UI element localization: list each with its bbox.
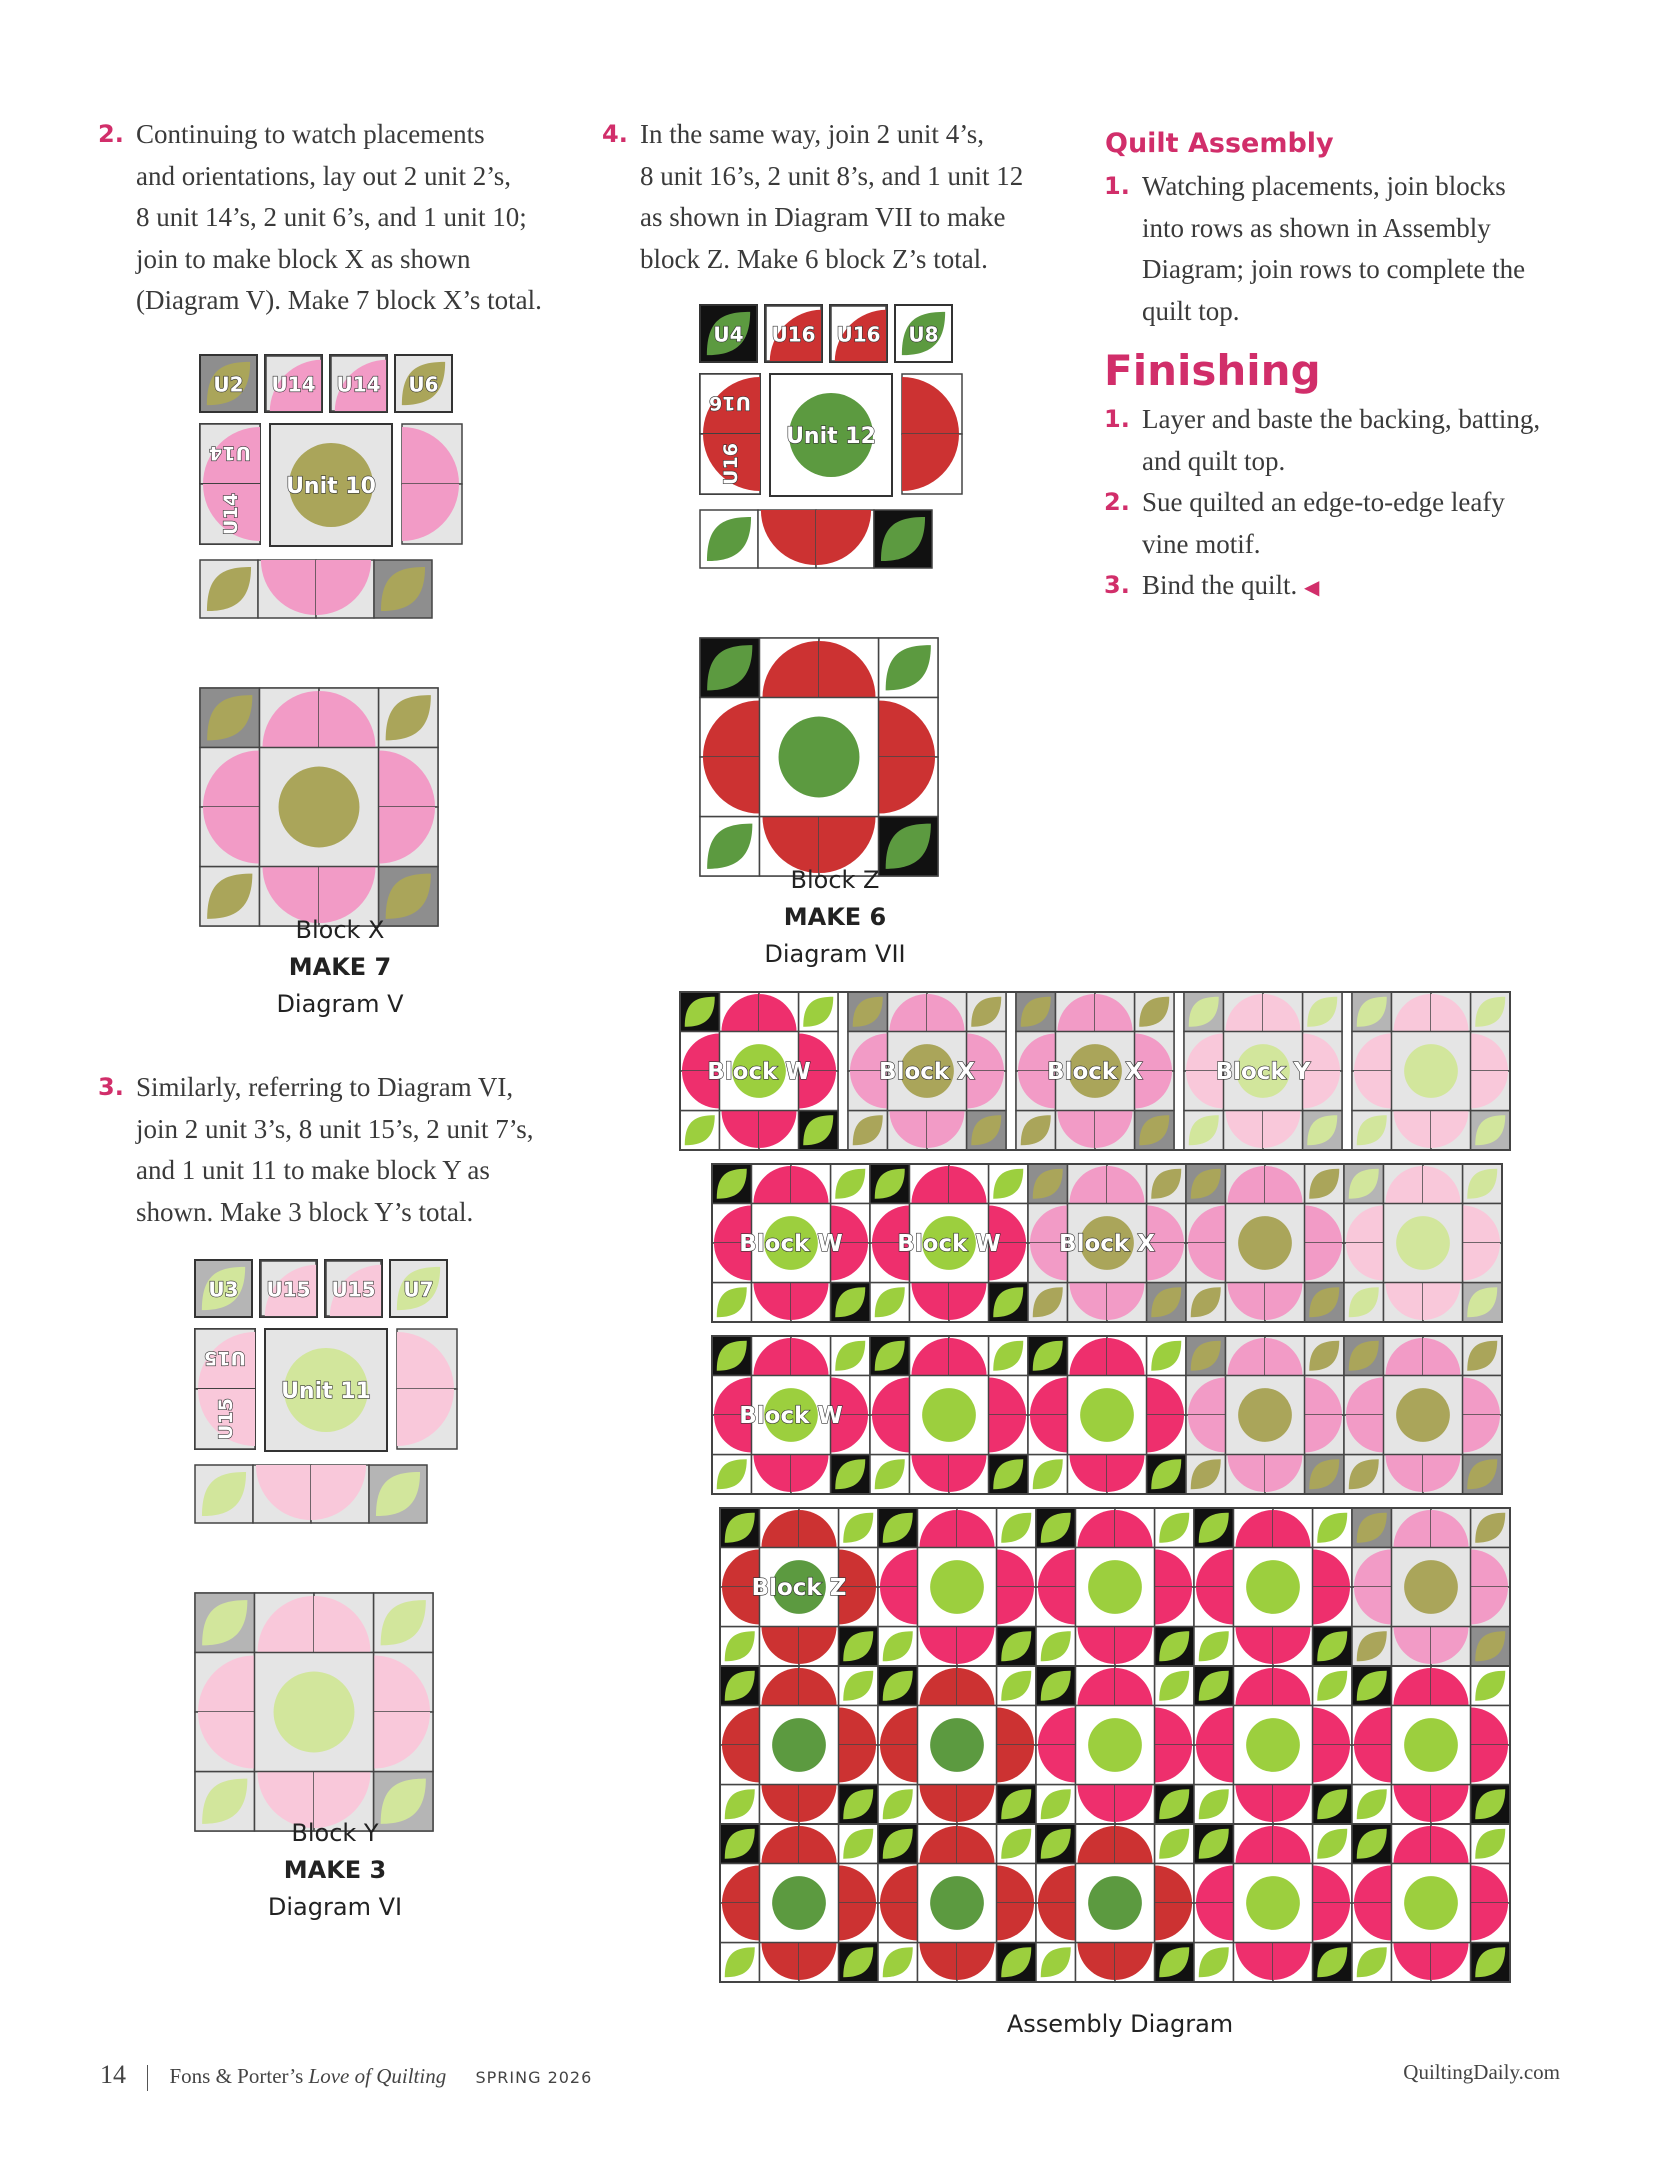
center-circle (1088, 1876, 1142, 1930)
issue-date: SPRING 2026 (475, 2068, 593, 2087)
center-circle (279, 767, 360, 848)
assembly-diagram (680, 992, 1520, 1992)
block-label: Block W (707, 1059, 811, 1085)
center-circle (922, 1388, 976, 1442)
step-line: shown. Make 3 block Y’s total. (136, 1196, 474, 1227)
step-4 (602, 114, 1080, 280)
block-label: Block X (1047, 1059, 1143, 1085)
unit-label: U14 (271, 372, 316, 397)
unit-label: U16 (709, 392, 751, 414)
block-label: Block X (879, 1059, 975, 1085)
diagram-group (200, 355, 462, 926)
diagram-group (195, 1260, 457, 1831)
step-line: join to make block X as shown (136, 243, 471, 274)
make-count: MAKE 6 (783, 903, 887, 931)
step-line: 8 unit 14’s, 2 unit 6’s, and 1 unit 10; (136, 202, 527, 232)
publication-title: Love of Quilting (308, 2064, 447, 2088)
center-circle (779, 717, 860, 798)
center-circle (1088, 1718, 1142, 1772)
assembly-caption: Assembly Diagram (1006, 2010, 1234, 2038)
page-number: 14 (100, 2060, 126, 2089)
unit-label: U14 (220, 493, 242, 535)
unit-label: U15 (204, 1347, 246, 1369)
center-circle (1396, 1388, 1450, 1442)
center-circle (1246, 1718, 1300, 1772)
step-line: and 1 unit 11 to make block Y as (136, 1155, 490, 1185)
step-line: vine motif. (1142, 528, 1261, 559)
center-circle (930, 1718, 984, 1772)
diagram-name: Diagram VII (764, 940, 906, 968)
step-number: 1. (1104, 172, 1130, 200)
block-name: Block Z (790, 866, 880, 894)
diagram-group (700, 305, 962, 876)
diagram-vii-caption (710, 862, 960, 973)
unit-label: U8 (908, 322, 939, 347)
step-number: 3. (98, 1073, 124, 1101)
unit-label: U4 (713, 322, 744, 347)
center-circle (1404, 1560, 1458, 1614)
step-line: Watching placements, join blocks (1142, 171, 1506, 201)
footer-left (100, 2060, 592, 2091)
step-line: Similarly, referring to Diagram VI, (136, 1072, 514, 1102)
center-label: Unit 11 (281, 1379, 371, 1404)
make-count: MAKE 7 (288, 953, 392, 981)
step-line: 8 unit 16’s, 2 unit 8’s, and 1 unit 12 (640, 160, 1024, 191)
block-label: Block W (739, 1231, 843, 1257)
assembly-group (680, 992, 1510, 1982)
center-label: Unit 12 (786, 424, 876, 449)
footer-divider (147, 2065, 148, 2091)
finishing-step-3 (1104, 565, 1612, 610)
step-number: 2. (1104, 488, 1130, 516)
unit-label: U6 (408, 372, 439, 397)
step-line: Diagram; join rows to complete the (1142, 254, 1526, 284)
unit-label: U15 (331, 1277, 376, 1302)
quilt-assembly-step-1 (1104, 166, 1602, 332)
step-line: and quilt top. (1142, 445, 1286, 476)
step-line (1142, 565, 1612, 610)
unit-label: U7 (403, 1277, 434, 1302)
center-circle (1238, 1388, 1292, 1442)
diagram-vi-caption (210, 1815, 460, 1926)
block-label: Block W (739, 1403, 843, 1429)
unit-label: U16 (771, 322, 816, 347)
center-circle (1246, 1876, 1300, 1930)
finishing-step-2 (1104, 482, 1612, 565)
block-label: Block Z (751, 1575, 847, 1601)
center-circle (274, 1672, 355, 1753)
footer-site: QuiltingDaily.com (1403, 2060, 1560, 2084)
step-2 (98, 114, 576, 322)
center-circle (930, 1876, 984, 1930)
diagram-name: Diagram VI (267, 1893, 403, 1921)
make-count: MAKE 3 (283, 1856, 387, 1884)
unit-label: U3 (208, 1277, 239, 1302)
step-line: as shown in Diagram VII to make (640, 202, 1006, 232)
end-mark-icon: ◀ (1304, 577, 1320, 599)
unit-label: U14 (209, 442, 251, 464)
finishing-heading: Finishing (1104, 346, 1321, 395)
step-line: join 2 unit 3’s, 8 unit 15’s, 2 unit 7’s, (136, 1113, 534, 1144)
step-line: Sue quilted an edge-to-edge leafy (1142, 487, 1505, 517)
step-line: into rows as shown in Assembly (1142, 212, 1491, 243)
block-name: Block Y (291, 1819, 379, 1847)
unit-label: U16 (836, 322, 881, 347)
center-circle (772, 1718, 826, 1772)
unit-label: U16 (720, 443, 742, 485)
step-line: In the same way, join 2 unit 4’s, (640, 119, 984, 149)
diagram-v-units (200, 355, 470, 895)
unit-label: U15 (266, 1277, 311, 1302)
diagram-v-caption (215, 912, 465, 1023)
step-number: 4. (602, 120, 628, 148)
center-circle (1088, 1560, 1142, 1614)
step-text: Bind the quilt. (1142, 570, 1298, 600)
step-number: 3. (1104, 571, 1130, 599)
block-name: Block X (295, 916, 385, 944)
diagram-vi-units (195, 1260, 465, 1800)
block-label: Block X (1059, 1231, 1155, 1257)
center-circle (930, 1560, 984, 1614)
step-line: and orientations, lay out 2 unit 2’s, (136, 160, 511, 191)
center-circle (1404, 1876, 1458, 1930)
quilt-assembly-heading: Quilt Assembly (1105, 128, 1334, 159)
step-line: Continuing to watch placements (136, 119, 485, 149)
diagram-name: Diagram V (276, 990, 404, 1018)
block-label: Block W (897, 1231, 1001, 1257)
step-line: quilt top. (1142, 295, 1240, 326)
unit-label: U2 (213, 372, 244, 397)
step-line: Layer and baste the backing, batting, (1142, 404, 1541, 434)
center-circle (772, 1876, 826, 1930)
center-circle (1246, 1560, 1300, 1614)
finishing-step-1 (1104, 399, 1612, 482)
unit-label: U15 (215, 1398, 237, 1440)
center-label: Unit 10 (286, 474, 376, 499)
center-circle (1396, 1216, 1450, 1270)
center-circle (1404, 1718, 1458, 1772)
diagram-vii-units (700, 305, 970, 845)
unit-label: U14 (336, 372, 381, 397)
publication-name: Fons & Porter’s (169, 2064, 304, 2088)
block-label: Block Y (1215, 1059, 1311, 1085)
center-circle (1080, 1388, 1134, 1442)
step-number: 2. (98, 120, 124, 148)
step-3 (98, 1067, 576, 1233)
center-circle (1404, 1044, 1458, 1098)
step-number: 1. (1104, 405, 1130, 433)
center-circle (1238, 1216, 1292, 1270)
step-line: (Diagram V). Make 7 block X’s total. (136, 285, 542, 315)
step-line: block Z. Make 6 block Z’s total. (640, 243, 988, 274)
